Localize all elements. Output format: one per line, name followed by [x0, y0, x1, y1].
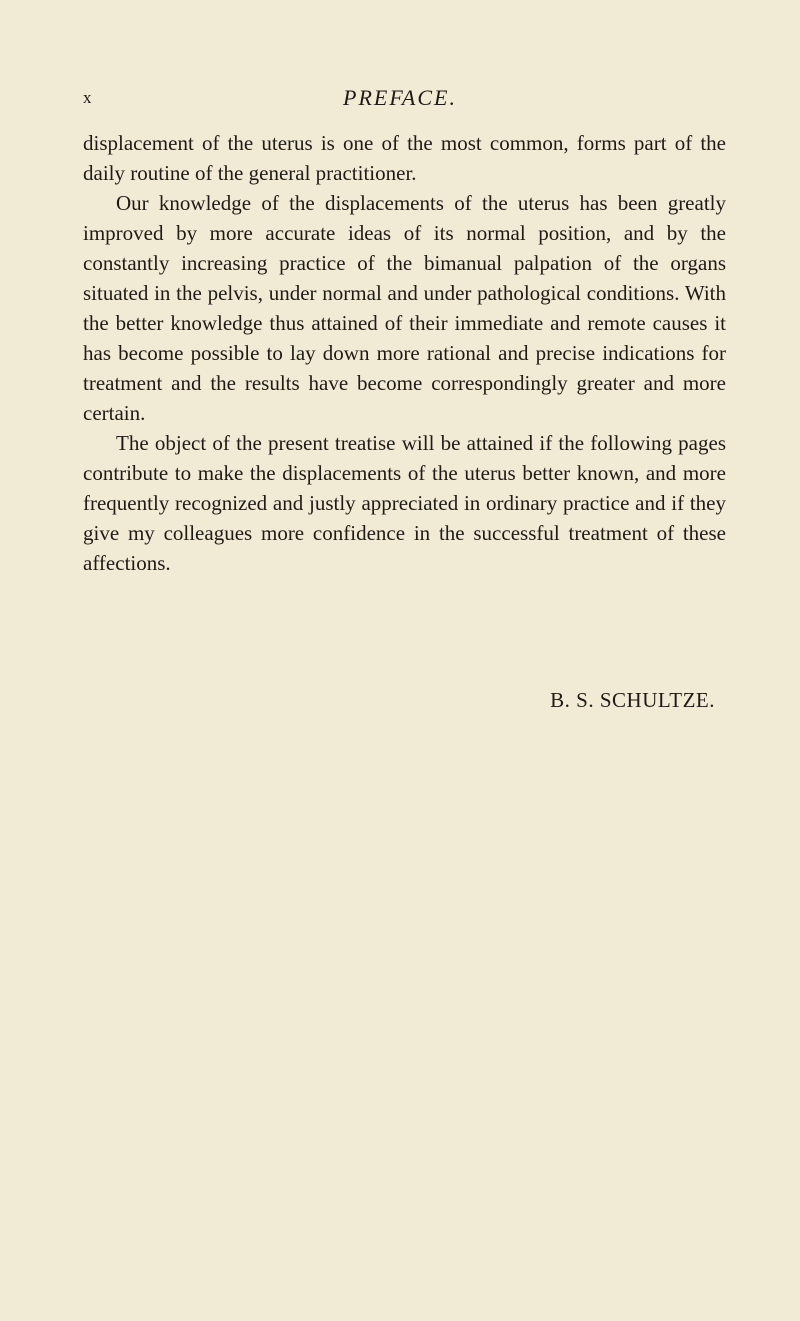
page-number: x: [83, 88, 92, 107]
page-title: PREFACE.: [343, 85, 457, 110]
paragraph-object: The object of the present treatise will be attained if the following pages contribute to make the displacements of the uterus better known, and more frequently recognized and justly appreciated in ordinary practice and if they give my colleagues more confidence in the successful treatment of these affections.: [83, 431, 726, 575]
paragraph-knowledge: Our knowledge of the displacements of the uterus has been greatly improved by more accurate ideas of its normal position, and by the constantly increasing practice of the bimanual palpation of the organs situated in the pelvis, under normal and under pathological conditions. With the better knowledge thus attained of their immediate and remote causes it has become possible to lay down more rational and precise indications for treatment and the results have become correspondingly greater and more certain.: [83, 191, 726, 425]
body-text: [83, 128, 726, 578]
running-head: [83, 84, 723, 112]
author-signature: B. S. SCHULTZE.: [550, 688, 715, 712]
paragraph-continued: displacement of the uterus is one of the most common, forms part of the daily routine of the general practitioner.: [83, 131, 726, 185]
